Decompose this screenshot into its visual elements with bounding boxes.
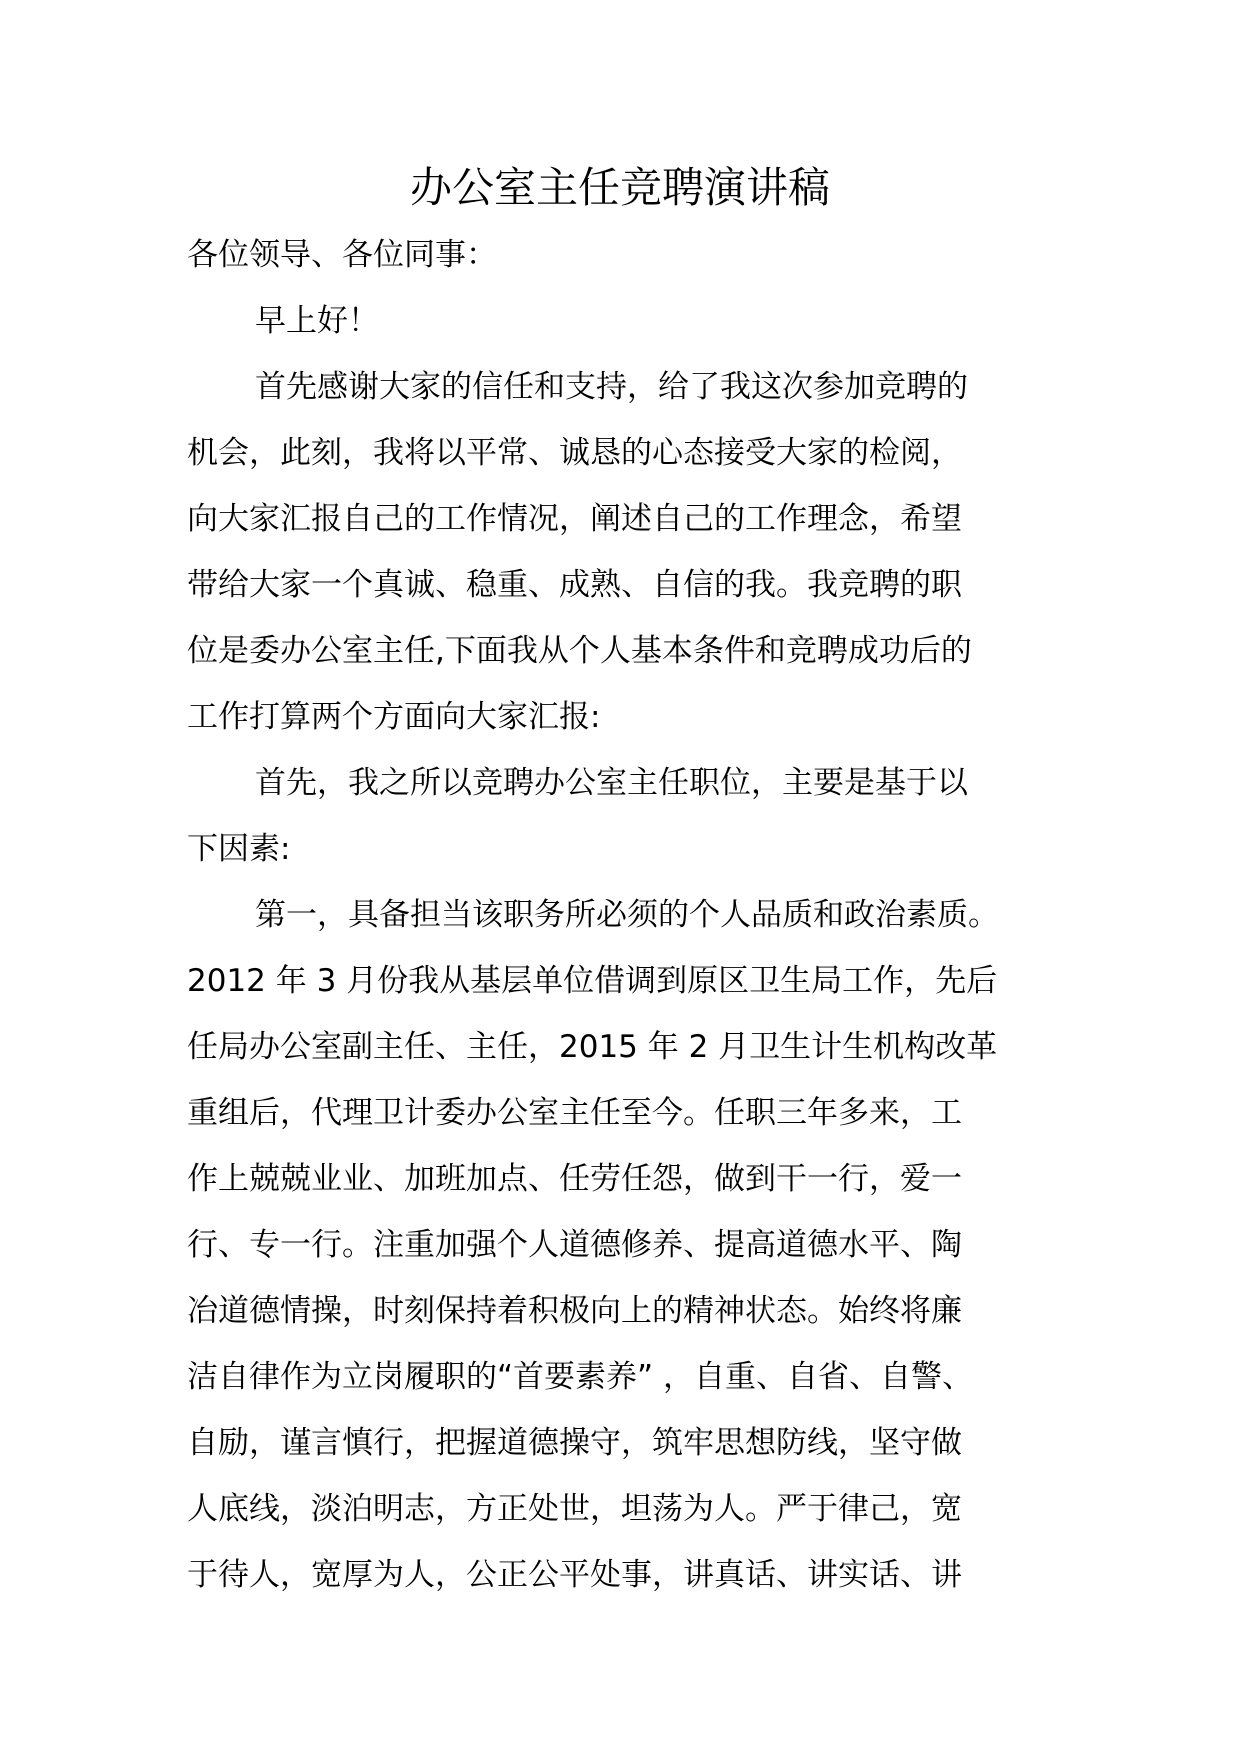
text-line: 冶道德情操，时刻保持着积极向上的精神状态。始终将廉 bbox=[187, 1293, 962, 1329]
text-line: 早上好！ bbox=[255, 303, 379, 339]
document-body bbox=[187, 222, 1055, 1608]
text-line: 首先感谢大家的信任和支持，给了我这次参加竞聘的 bbox=[255, 369, 968, 405]
greeting bbox=[187, 288, 1055, 354]
text-line: 人底线，淡泊明志，方正处世，坦荡为人。严于律己，宽 bbox=[187, 1491, 962, 1527]
text-line: 各位领导、各位同事： bbox=[187, 237, 497, 273]
text-line: 首先，我之所以竞聘办公室主任职位，主要是基于以 bbox=[255, 765, 968, 801]
text-line: 下因素: bbox=[187, 831, 291, 867]
paragraph-reasons bbox=[187, 750, 1055, 882]
text-line: 位是委办公室主任,下面我从个人基本条件和竞聘成功后的 bbox=[187, 633, 972, 669]
text-line: 第一，具备担当该职务所必须的个人品质和政治素质。 bbox=[255, 897, 999, 933]
text-line: 自励，谨言慎行，把握道德操守，筑牢思想防线，坚守做 bbox=[187, 1425, 962, 1461]
salutation bbox=[187, 222, 1055, 288]
text-line: 带给大家一个真诚、稳重、成熟、自信的我。我竞聘的职 bbox=[187, 567, 962, 603]
text-line: 任局办公室副主任、主任，2015 年 2 月卫生计生机构改革 bbox=[187, 1029, 998, 1065]
text-line: 向大家汇报自己的工作情况，阐述自己的工作理念，希望 bbox=[187, 501, 962, 537]
text-line: 工作打算两个方面向大家汇报: bbox=[187, 699, 601, 735]
text-line: 2012 年 3 月份我从基层单位借调到原区卫生局工作，先后 bbox=[187, 963, 998, 999]
document-title: 办公室主任竞聘演讲稿 bbox=[409, 163, 830, 212]
text-line: 行、专一行。注重加强个人道德修养、提高道德水平、陶 bbox=[187, 1227, 962, 1263]
text-line: 作上兢兢业业、加班加点、任劳任怨，做到干一行，爱一 bbox=[187, 1161, 962, 1197]
paragraph-intro bbox=[187, 354, 1055, 750]
text-line: 洁自律作为立岗履职的“首要素养” ，自重、自省、自警、 bbox=[187, 1359, 973, 1395]
text-line: 重组后，代理卫计委办公室主任至今。任职三年多来，工 bbox=[187, 1095, 962, 1131]
text-line: 机会，此刻，我将以平常、诚恳的心态接受大家的检阅， bbox=[187, 435, 962, 471]
paragraph-first-reason bbox=[187, 882, 1055, 1608]
text-line: 于待人，宽厚为人，公正公平处事，讲真话、讲实话、讲 bbox=[187, 1557, 962, 1593]
